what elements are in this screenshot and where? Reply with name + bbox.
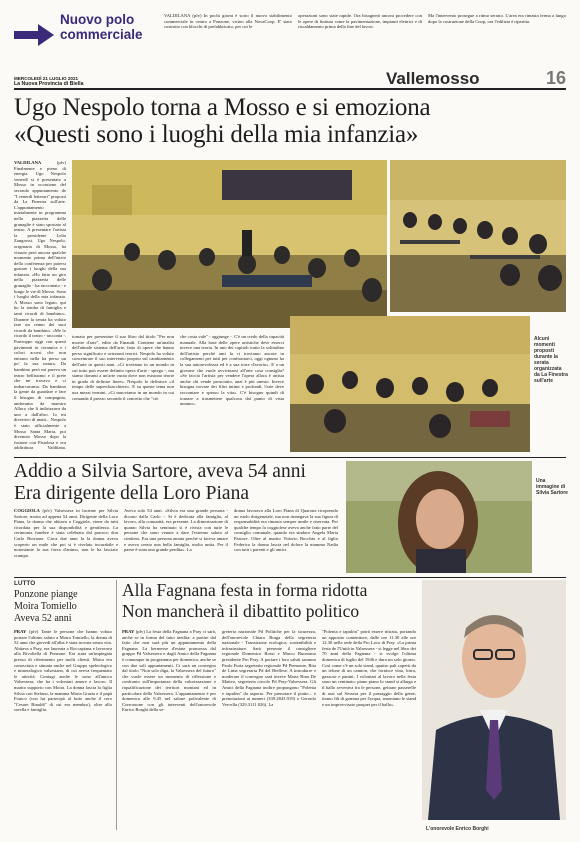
festa-column-1: PRAY (pfv) La festa della Fagnana a Pray ci sarà, anche se in forma del tutto inedita: a partire dal fatto che non sarà più un appuntamento della Fagnana. La kermesse d'estate promossa dal gruppo Pd Valsessera e dagli Amici della Fagnana è comunque in programma per domenica, anche se con due soli appuntamenti. Ci sarà un convegno dal titolo "Non solo diga, la Valsessera del futuro" che vuole essere un momento di riflessione e confronto sull'importanza della valorizzazione e riqualificazione dei territori montani ed in particolare della Valsessera. L'appuntamento è per domenica alle 9.45 nel salone polivalente di Corrossone con gli interventi dell'onorevole Enrico Borghi della se- <box>122 629 216 713</box>
teaser-column-2: operazioni sono state rapide. Ora bisognerà ancora procedere con le opere di finitura come la pavimentazione, impianti elettrici e di riscaldamento prima della fine del lavori. <box>298 13 422 30</box>
dateline: MERCOLEDÌ 21 LUGLIO 2021 <box>14 76 79 81</box>
sidebar-article-column: PRAY (pfv) Tante le persone che hanno voluto portare l'ultimo saluto a Moira Tomiello, la donna di 52 anni che giovedì all'alba è stata trovata senza vita. Abitava a Pray, era laureata a Roccapiana e lavorava alla Rivoltella di Ponzone. Era stata un'impiegata presso di riferimento per molti clienti. Moira era conosciuta e stimata anche nel Gruppo speleologico e mineralogico valsesiano, di cui aveva frequentato le attività. Coniugi anche le sono all'amico Valsessera, che ha i volontari amore e lavoro. Il marito supporto con Moira. La donna lascia la figlia Silvia con Stefano, la mamma Maria Grazia e il papà Franco (con lui partecipò al lutto anche il coro "Cesare Rinaldi" di cui era membro), oltre allo sorella e famiglia. <box>14 629 112 713</box>
sidebar-divider <box>116 580 117 830</box>
photo-crowd <box>290 316 530 452</box>
main-article-column-1: VALDILANA (pfv) Finalmente e pieno di energia. Ugo Nespolo venerdì si è presentato a Mosso in occasione del secondo appuntamento de "I venerdì letterari" proposti da La Finestra sull'arte. L'appuntamento inizialmente in programma nella piazzetta delle granaglie è stato spostato al teatro. A presentare l'artista la presidente Lelia Zangrossi. Ugo Nespolo, originario di Mosso, ha vissuto però ancora qualche momento prima dell'inizio della conferenza per potersi gustare i luoghi della sua infanzia. «Ho fatto un giro nella piazzetta delle granaglie - ha raccontato - e lungo le vie di Mosso. Sono i luoghi della mia infanzia. A Mosso sono legato, qui ho la tomba di famiglia e tanti ricordi di bambino». Durante la serata ha voluto fare un cenno dei suoi ricordi da bambino. «Me lo ricordo il teatro - racconta -. Purtroppo oggi con questi pavimenti in ceramica e i colori accesi che non entrano nella ha perso un po' la sua natura. Da bambino però mi pareva un teatro bellissimo e il prete che mi trovavo e ci imbarcavamo. Da bambino la gente da guardare e fare il bisogno di compagnia, andavamo da maestro Alloro che li indirizzava da uno a dall'altro. Io mi divertivo di matti... Nespolo è stato ufficialmente a Mosso Santa Maria, poi divenuto Mosso dopo la fusione con Pistolesa e ora addirittura Valdilana. <box>14 160 66 451</box>
divider-1 <box>14 457 566 458</box>
masthead-rule <box>14 88 566 90</box>
teaser-column-1: VALDILANA (pfv) In pochi giorni è sorto il nuovo stabilimento commerciale in centro a Ponzone, vicino alla NovaCoop. E' stato costruito con blocchi di prefabbricato, per cui le <box>164 13 292 30</box>
obituary-column-3: donna lavorava alla Loro Piana di Quarona ricoprendo un ruolo dirigenziale, ma non rinnegava la sua figura di responsabilità era rimasta sempre umile e riservata. Per qualche tempo la coggiolese aveva anche fatto parte del consiglio comunale, quando era sindaco Angela Maria Pastore. Oltre al marito Vittorio Bocchio e al figlio Federico la donna lascia nel dolore la mamma Nadia con tutti i parenti e gli amici. <box>234 508 338 553</box>
main-article-column-2: tornato per presentare il suo libro dal titolo "Per non morire d'arte", edito da Einaudi. Contiene un'analisi dell'attuale sistema dell'arte, fatto di opere che hanno perso significato e orizzonti teorici. Nespolo ha voluto concentrare il suo intervento proprio sul cambiamento dell'arte in questi anni. «Ci troviamo in un mondo in cui tutto può essere definito opera d'arte - spiega -, ma siamo davanti a un'arte vuota dove non esistono teorie in grado di definire linee». Nespolo lo definisce «il tempo delle superchiacchiere». E su queste tema non usa mezzi termini. «Ci muoviamo in un mondo in cui comanda il prezzo secondo il concetto che "ciò <box>72 334 174 401</box>
photo-conference-hall <box>72 160 387 328</box>
divider-2 <box>14 577 566 578</box>
photo-audience <box>390 160 566 312</box>
festa-column-3: "Polenta e tapulòn" potrà essere ritirata, portando un apposito contenitore, dalle ore 11.30 alle ore 12.30 nella sede della Pro Loco di Pray. «La prima festa de l'Unità in Valsessera - si legge nel libro dei 70 anni della Fagnana - si svolge l'ultima domenica di luglio del 1946 e dura un solo giorno. Così come c'è un solo stand, quattro pali coperti da un telone di un camion, che fornisce vino, birra, gazzose e panini. I volontari al lavoro nella festa sono un centinaio: piano piano lo stand si allarga e il ballo avveniva fra le persone, gettano passerelle di assi sul Sessera per il passaggio della gente, tirano fili di gomma per l'acqua, smontano le stand e un improvvisato parquet per il ballo». <box>322 629 416 707</box>
paper-name: La Nuova Provincia di Biella <box>14 81 84 87</box>
main-headline: Ugo Nespolo torna a Mosso e si emoziona «Questi sono i luoghi della mia infanzia» <box>14 94 431 148</box>
page-number: 16 <box>545 68 566 88</box>
section-title: Vallemosso <box>386 69 480 88</box>
sidebar-headline: Ponzone piange Moira Tomiello Aveva 52 anni <box>14 589 78 624</box>
teaser-title: Nuovo polo commerciale <box>60 12 143 42</box>
obituary-photo-caption: Una immagine di Silvia Sartore <box>536 478 568 496</box>
teaser-column-3: Ma l'intervento prosegue a ritmo serrato. L'area era rimasta ferma a lungo dopo la costruzione della Coop, ora l'edilizia è ripartita. <box>428 13 566 24</box>
obituary-column-1: COGGIOLA (pfv) Valsessera in lacrime per Silvia Sartore, morta ad appena 54 anni. Dirigente della Loro Piana, la donna che abitava a Coggiola, viene da tutti ricordata per la sua disponibilità e gentilezza. La cerimonia funebre è stata celebrata dal parroco don Carlo Borrione. Circa due anni fa la donna aveva scoperto un male che poi si è rivelato incurabile e nonostante la sua forza d'animo, non le ha lasciato scampo. <box>14 508 118 558</box>
festa-column-2: greteria nazionale Pd Politiche per la sicurezza, dell'onorevole Chiara Braga della segreteria nazionale - Transizione ecologica, sostenibilità e infrastrutture. Sarà presente il consigliere regionale Domenico Rossi e Marco Buonomo presidente Pro Pray. A portare i loro saluti saranno Paolo Furia segretario regionale Pd Piemonte, Rita de Lima segretaria Pd del Biellese. A introdurre e moderare il convegno sarà invece Maria Rina De Matteo, segreteria circolo Pd Pray-Valsessera. Gli Amici della Fagnana inoltre propongono "Polenta e tapulòn" da asporto. Per prenotare il piatto... e prenotazioni ai numeri (339.2843.919) o Gerardo Vercella (329.3111.026). La <box>222 629 316 707</box>
obituary-headline: Addio a Silvia Sartore, aveva 54 anni Era dirigente della Loro Piana <box>14 461 306 504</box>
main-article-column-3: che costa vale" - aggiunge -. C'è un credo della capacità manuale. Alla base delle opere artistiche deve esserci invece una teoria. In uno dei capitoli tratto la solitudine dell'artista perché ami la ci troviamo ancora in collegamenti per tutti per confrontarci, oggi ognuno ha la sua autorevolezza ed è a sua torre d'avorio». E a un giovane che vuole avvicinarsi all'arte cosa consiglia? «Se faccio l'artista per vendere l'opera allora è artista anche chi vende prosciutto, anzi è più onesto. Invece bisogna trovare dei filtri intimi e profondi, l'arte deve raccontare e spesso la vita». C'è bisogno quindi di tornare a trasmettere qualcosa dal punto di vista umano». <box>180 334 284 407</box>
photo-silvia-sartore <box>346 461 532 573</box>
sidebar-kicker: LUTTO <box>14 580 36 587</box>
photo-enrico-borghi <box>422 580 566 820</box>
obituary-column-2: Aveva solo 54 anni. «Silvia era una grande persona - dicono dalla Carlo -. Si è dedicata alla famiglia, al lavoro, alla comunità, era presente. La dimostrazione di quanto Silvia ha seminato si è rivista con tutte le persone che sono venute a dare l'estremo saluto al cimitero. Era una persona amata perché si faceva amare e aveva creato una bella famiglia, molto unita. Per il paese è stata una grande perdita». La <box>124 508 228 553</box>
main-photo-caption: Alcuni momenti proposti durante la serata organizzata da La Finestra sull'arte <box>534 336 568 384</box>
festa-headline: Alla Fagnana festa in forma ridotta Non mancherà il dibattito politico <box>122 580 368 621</box>
borghi-photo-caption: L'onorevole Enrico Borghi <box>426 826 489 832</box>
arrow-right-icon <box>14 24 54 46</box>
